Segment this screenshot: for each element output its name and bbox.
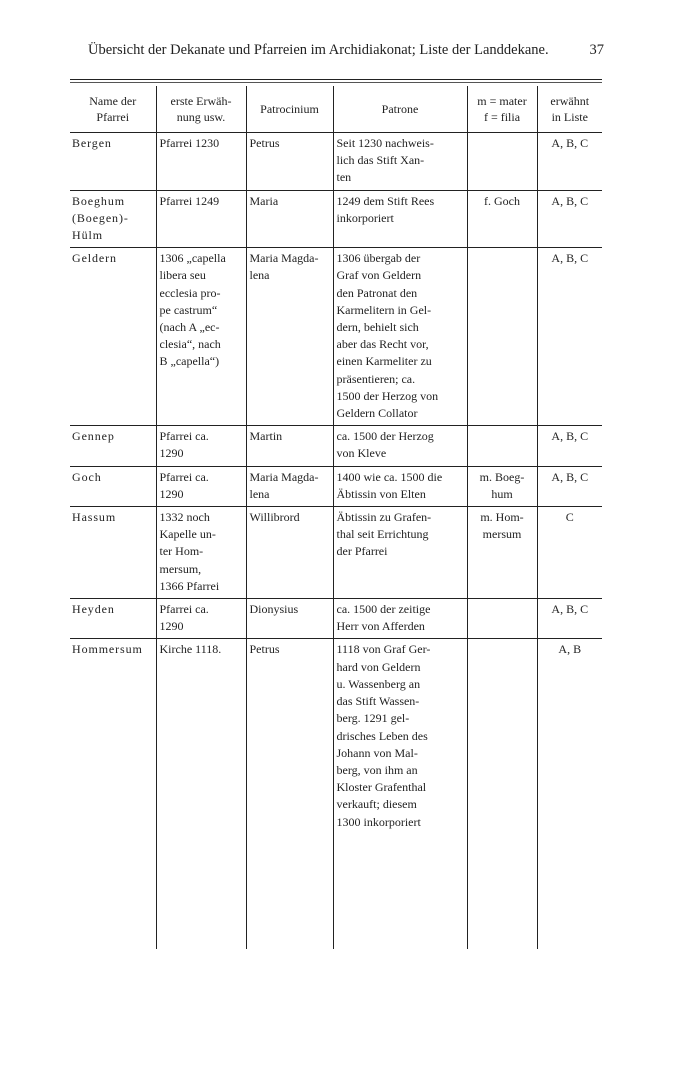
cell-mater-filia xyxy=(467,599,537,639)
cell-name: Bergen xyxy=(70,133,156,191)
cell-name: Hommersum xyxy=(70,639,156,950)
cell-patrone: Seit 1230 nachweis- lich das Stift Xan- ten xyxy=(333,133,467,191)
cell-liste: A, B, C xyxy=(537,426,602,466)
table-row xyxy=(70,190,602,248)
cell-patrone: 1400 wie ca. 1500 die Äbtissin von Elten xyxy=(333,466,467,506)
cell-erwaehnung: 1332 noch Kapelle un- ter Hom- mersum, 1366 Pfarrei xyxy=(156,507,246,599)
cell-name: Boeghum (Boegen)- Hülm xyxy=(70,190,156,248)
cell-mater-filia: m. Boeg- hum xyxy=(467,466,537,506)
column-header-liste: erwähnt in Liste xyxy=(537,86,602,133)
column-header-patrocinium: Patrocinium xyxy=(246,86,333,133)
cell-name: Geldern xyxy=(70,248,156,426)
table-header-row xyxy=(70,86,602,133)
cell-liste: C xyxy=(537,507,602,599)
cell-liste: A, B, C xyxy=(537,599,602,639)
cell-erwaehnung: Kirche 1118. xyxy=(156,639,246,950)
cell-mater-filia: m. Hom- mersum xyxy=(467,507,537,599)
column-header-erwaehnung: erste Erwäh- nung usw. xyxy=(156,86,246,133)
running-header xyxy=(88,42,604,64)
column-header-patrone: Patrone xyxy=(333,86,467,133)
cell-patrocinium: Martin xyxy=(246,426,333,466)
table-row xyxy=(70,507,602,599)
cell-patrocinium: Maria Magda- lena xyxy=(246,248,333,426)
table-row xyxy=(70,466,602,506)
cell-patrone: Äbtissin zu Grafen- thal seit Errichtung der Pfarrei xyxy=(333,507,467,599)
cell-patrone: ca. 1500 der Herzog von Kleve xyxy=(333,426,467,466)
cell-mater-filia xyxy=(467,426,537,466)
cell-patrone: 1306 übergab der Graf von Geldern den Patronat den Karmelitern in Gel- dern, behielt sich aber das Recht vor, einen Karmeliter zu präsentieren; ca. 1500 der Herzog von Geldern Collator xyxy=(333,248,467,426)
cell-name: Gennep xyxy=(70,426,156,466)
cell-liste: A, B, C xyxy=(537,248,602,426)
cell-patrocinium: Maria Magda- lena xyxy=(246,466,333,506)
table-row xyxy=(70,426,602,466)
header-rule xyxy=(70,79,602,80)
column-header-mater-filia: m = mater f = filia xyxy=(467,86,537,133)
cell-erwaehnung: Pfarrei 1230 xyxy=(156,133,246,191)
cell-patrocinium: Petrus xyxy=(246,639,333,950)
cell-name: Hassum xyxy=(70,507,156,599)
header-title: Übersicht der Dekanate und Pfarreien im Archidiakonat; Liste der Landdekane. xyxy=(88,42,549,58)
table-row xyxy=(70,248,602,426)
cell-patrocinium: Dionysius xyxy=(246,599,333,639)
cell-erwaehnung: Pfarrei ca. 1290 xyxy=(156,426,246,466)
cell-name: Goch xyxy=(70,466,156,506)
cell-mater-filia: f. Goch xyxy=(467,190,537,248)
parish-table xyxy=(70,86,602,949)
table-row xyxy=(70,639,602,950)
table-row xyxy=(70,133,602,191)
cell-patrocinium: Willibrord xyxy=(246,507,333,599)
cell-liste: A, B, C xyxy=(537,190,602,248)
cell-liste: A, B xyxy=(537,639,602,950)
cell-mater-filia xyxy=(467,639,537,950)
header-rule-secondary xyxy=(70,82,602,83)
cell-patrone: 1118 von Graf Ger- hard von Geldern u. Wassenberg an das Stift Wassen- berg. 1291 gel- drisches Leben des Johann von Mal- berg, von ihm an Kloster Grafenthal verkauft; diesem 1300 inkorporiert xyxy=(333,639,467,950)
cell-erwaehnung: Pfarrei ca. 1290 xyxy=(156,599,246,639)
cell-erwaehnung: Pfarrei ca. 1290 xyxy=(156,466,246,506)
cell-patrocinium: Petrus xyxy=(246,133,333,191)
cell-mater-filia xyxy=(467,248,537,426)
cell-patrone: ca. 1500 der zeitige Herr von Afferden xyxy=(333,599,467,639)
column-header-name: Name der Pfarrei xyxy=(70,86,156,133)
cell-mater-filia xyxy=(467,133,537,191)
cell-erwaehnung: 1306 „capella libera seu ecclesia pro- pe castrum“ (nach A „ec- clesia“, nach B „capella“) xyxy=(156,248,246,426)
cell-erwaehnung: Pfarrei 1249 xyxy=(156,190,246,248)
cell-patrone: 1249 dem Stift Rees inkorporiert xyxy=(333,190,467,248)
cell-liste: A, B, C xyxy=(537,466,602,506)
cell-patrocinium: Maria xyxy=(246,190,333,248)
cell-liste: A, B, C xyxy=(537,133,602,191)
table-row xyxy=(70,599,602,639)
page-number: 37 xyxy=(589,42,604,58)
cell-name: Heyden xyxy=(70,599,156,639)
